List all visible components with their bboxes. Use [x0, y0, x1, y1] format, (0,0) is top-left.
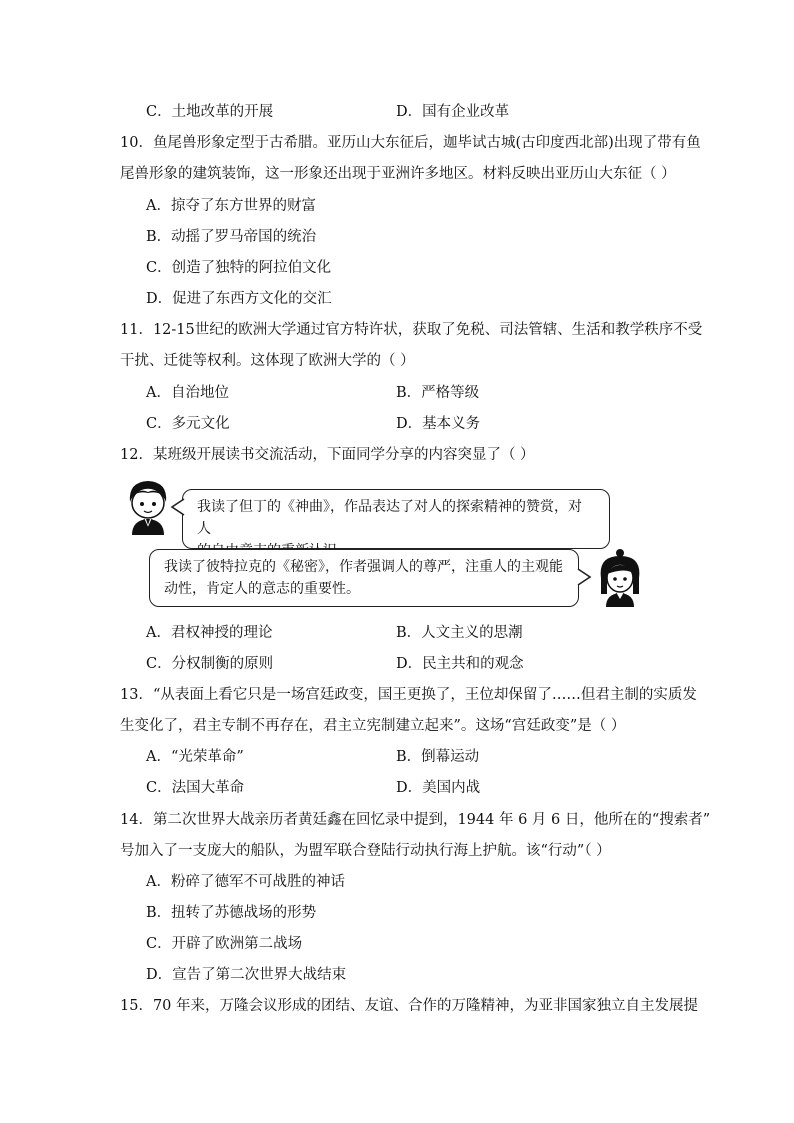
speech-bubble-petrarch	[149, 549, 579, 607]
boy-student-icon	[122, 478, 174, 536]
speech-bubble-dante	[182, 489, 610, 549]
q10-option-b: B．动摇了罗马帝国的统治	[146, 229, 317, 245]
q12-option-b: B．人文主义的思潮	[396, 625, 523, 641]
q12-option-a: A．君权神授的理论	[146, 625, 273, 641]
q11-option-b: B．严格等级	[396, 385, 480, 401]
q13-option-b: B．倒幕运动	[396, 749, 480, 765]
q13-option-a: A．“光荣革命”	[146, 749, 244, 765]
bubble-dante-line1: 我读了但丁的《神曲》，作品表达了对人的探索精神的赞赏，对人	[197, 499, 582, 537]
q9-option-c: C．土地改革的开展	[146, 104, 274, 120]
q11-option-c: C．多元文化	[146, 416, 230, 432]
q12-stem-line1: 12．某班级开展读书交流活动，下面同学分享的内容突显了（ ）	[120, 447, 535, 463]
q10-stem-line1: 10．鱼尾兽形象定型于古希腊。亚历山大东征后，迦毕试古城(古印度西北部)出现了带有鱼	[120, 135, 701, 151]
q11-option-a: A．自治地位	[146, 385, 229, 401]
q14-stem-line2: 号加入了一支庞大的船队，为盟军联合登陆行动执行海上护航。该“行动”（ ）	[120, 843, 611, 859]
q10-option-c: C．创造了独特的阿拉伯文化	[146, 260, 332, 276]
q14-option-a: A．粉碎了德军不可战胜的神话	[146, 874, 345, 890]
q9-option-d: D．国有企业改革	[396, 104, 510, 120]
q12-option-d: D．民主共和的观念	[396, 656, 524, 672]
q10-option-a: A．掠夺了东方世界的财富	[146, 198, 316, 214]
bubble-tail-left	[170, 498, 186, 516]
q13-option-c: C．法国大革命	[146, 780, 245, 796]
bubble-petrarch-line1: 我读了彼特拉克的《秘密》，作者强调人的尊严，注重人的主观能	[164, 559, 563, 575]
q13-option-d: D．美国内战	[396, 780, 481, 796]
q13-stem-line1: 13．“从表面上看它只是一场宫廷政变，国王更换了，王位却保留了……但君主制的实质发	[120, 687, 697, 703]
q11-option-d: D．基本义务	[396, 416, 481, 432]
bubble-petrarch-line2: 动性，肯定人的意志的重要性。	[164, 581, 360, 597]
q10-stem-line2: 尾兽形象的建筑装饰，这一形象还出现于亚洲许多地区。材料反映出亚历山大东征（ ）	[120, 166, 676, 182]
q13-stem-line2: 生变化了，君主专制不再存在，君主立宪制建立起来”。这场“宫廷政变”是（ ）	[120, 718, 626, 734]
q11-stem-line2: 干扰、迁徙等权利。这体现了欧洲大学的（ ）	[120, 353, 415, 369]
q12-option-c: C．分权制衡的原则	[146, 656, 274, 672]
q14-option-d: D．宣告了第二次世界大战结束	[146, 967, 347, 983]
q14-stem-line1: 14．第二次世界大战亲历者黄廷鑫在回忆录中提到，1944 年 6 月 6 日，他所在的“搜索者”	[120, 812, 711, 828]
q15-stem-line1: 15．70 年来，万隆会议形成的团结、友谊、合作的万隆精神，为亚非国家独立自主发展提	[120, 998, 699, 1014]
q11-stem-line1: 11．12-15世纪的欧洲大学通过官方特许状，获取了免税、司法管辖、生活和教学秩序不受	[120, 322, 703, 338]
q14-option-c: C．开辟了欧洲第二战场	[146, 936, 303, 952]
q10-option-d: D．促进了东西方文化的交汇	[146, 291, 332, 307]
q14-option-b: B．扭转了苏德战场的形势	[146, 905, 317, 921]
bubble-tail-right	[576, 568, 592, 586]
girl-student-icon	[594, 548, 646, 608]
